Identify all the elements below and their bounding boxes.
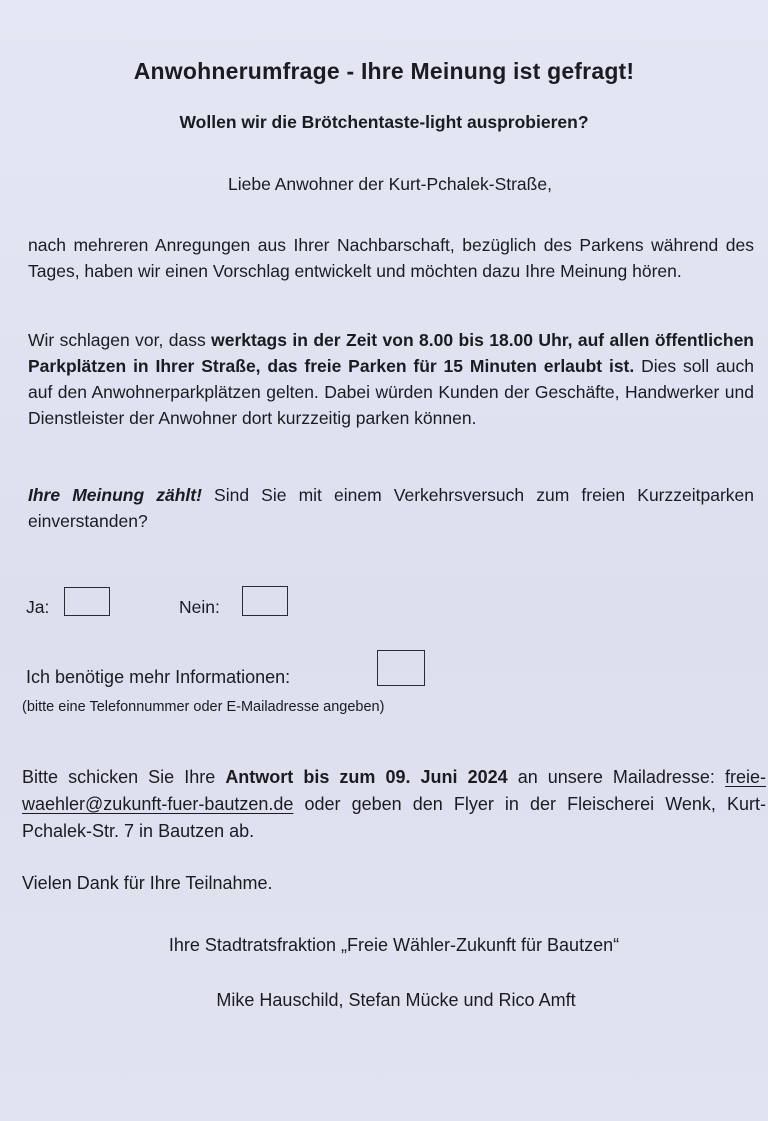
reply-middle: an unsere Mailadresse: [507,767,725,787]
signatory-names: Mike Hauschild, Stefan Mücke und Rico Amft [216,990,576,1010]
greeting: Liebe Anwohner der Kurt-Pchalek-Straße, [228,174,552,194]
intro-paragraph: nach mehreren Anregungen aus Ihrer Nachbarschaft, bezüglich des Parkens während des Tages, haben wir einen Vorschlag entwickelt und möchten dazu Ihre Meinung hören. [28,235,754,281]
question-emphasis: Ihre Meinung zählt! [28,485,202,505]
page-title: Anwohnerumfrage - Ihre Meinung ist gefragt! [133,58,635,84]
page-subtitle: Wollen wir die Brötchentaste-light ausprobieren? [179,112,589,132]
reply-deadline: Antwort bis zum 09. Juni 2024 [225,767,508,787]
email-link[interactable]: freie-waehler@zukunft-fuer-bautzen.de [22,767,766,814]
question-text: Sind Sie mit einem Verkehrsversuch zum freien Kurzzeitparken einverstanden? [28,485,754,531]
reply-paragraph [22,764,766,845]
no-checkbox[interactable] [242,586,288,616]
proposal-paragraph [28,327,754,431]
thanks-line: Vielen Dank für Ihre Teilnahme. [22,873,273,893]
reply-end: oder geben den Flyer in der Fleischerei Wenk, Kurt-Pchalek-Str. 7 in Bautzen ab. [22,794,766,841]
reply-lead: Bitte schicken Sie Ihre [22,767,226,787]
proposal-lead: Wir schlagen vor, dass [28,330,212,350]
yes-checkbox[interactable] [64,587,110,616]
more-info-label: Ich benötige mehr Informationen: [26,667,291,687]
more-info-hint: (bitte eine Telefonnummer oder E-Mailadresse angeben) [22,699,385,715]
proposal-bold: werktags in der Zeit von 8.00 bis 18.00 Uhr, auf allen öffentlichen Parkplätzen in Ihrer Straße, das freie Parken für 15 Minuten erlaubt ist. [28,330,754,376]
question-paragraph [28,482,754,534]
no-label: Nein: [179,597,220,617]
proposal-rest: Dies soll auch auf den Anwohnerparkplätzen gelten. Dabei würden Kunden der Geschäfte, Handwerker und Dienstleister der Anwohner dort kurzzeitig parken können. [28,356,754,428]
signoff-line: Ihre Stadtratsfraktion „Freie Wähler-Zukunft für Bautzen“ [168,935,620,955]
more-info-checkbox[interactable] [377,650,425,686]
yes-label: Ja: [26,597,50,617]
